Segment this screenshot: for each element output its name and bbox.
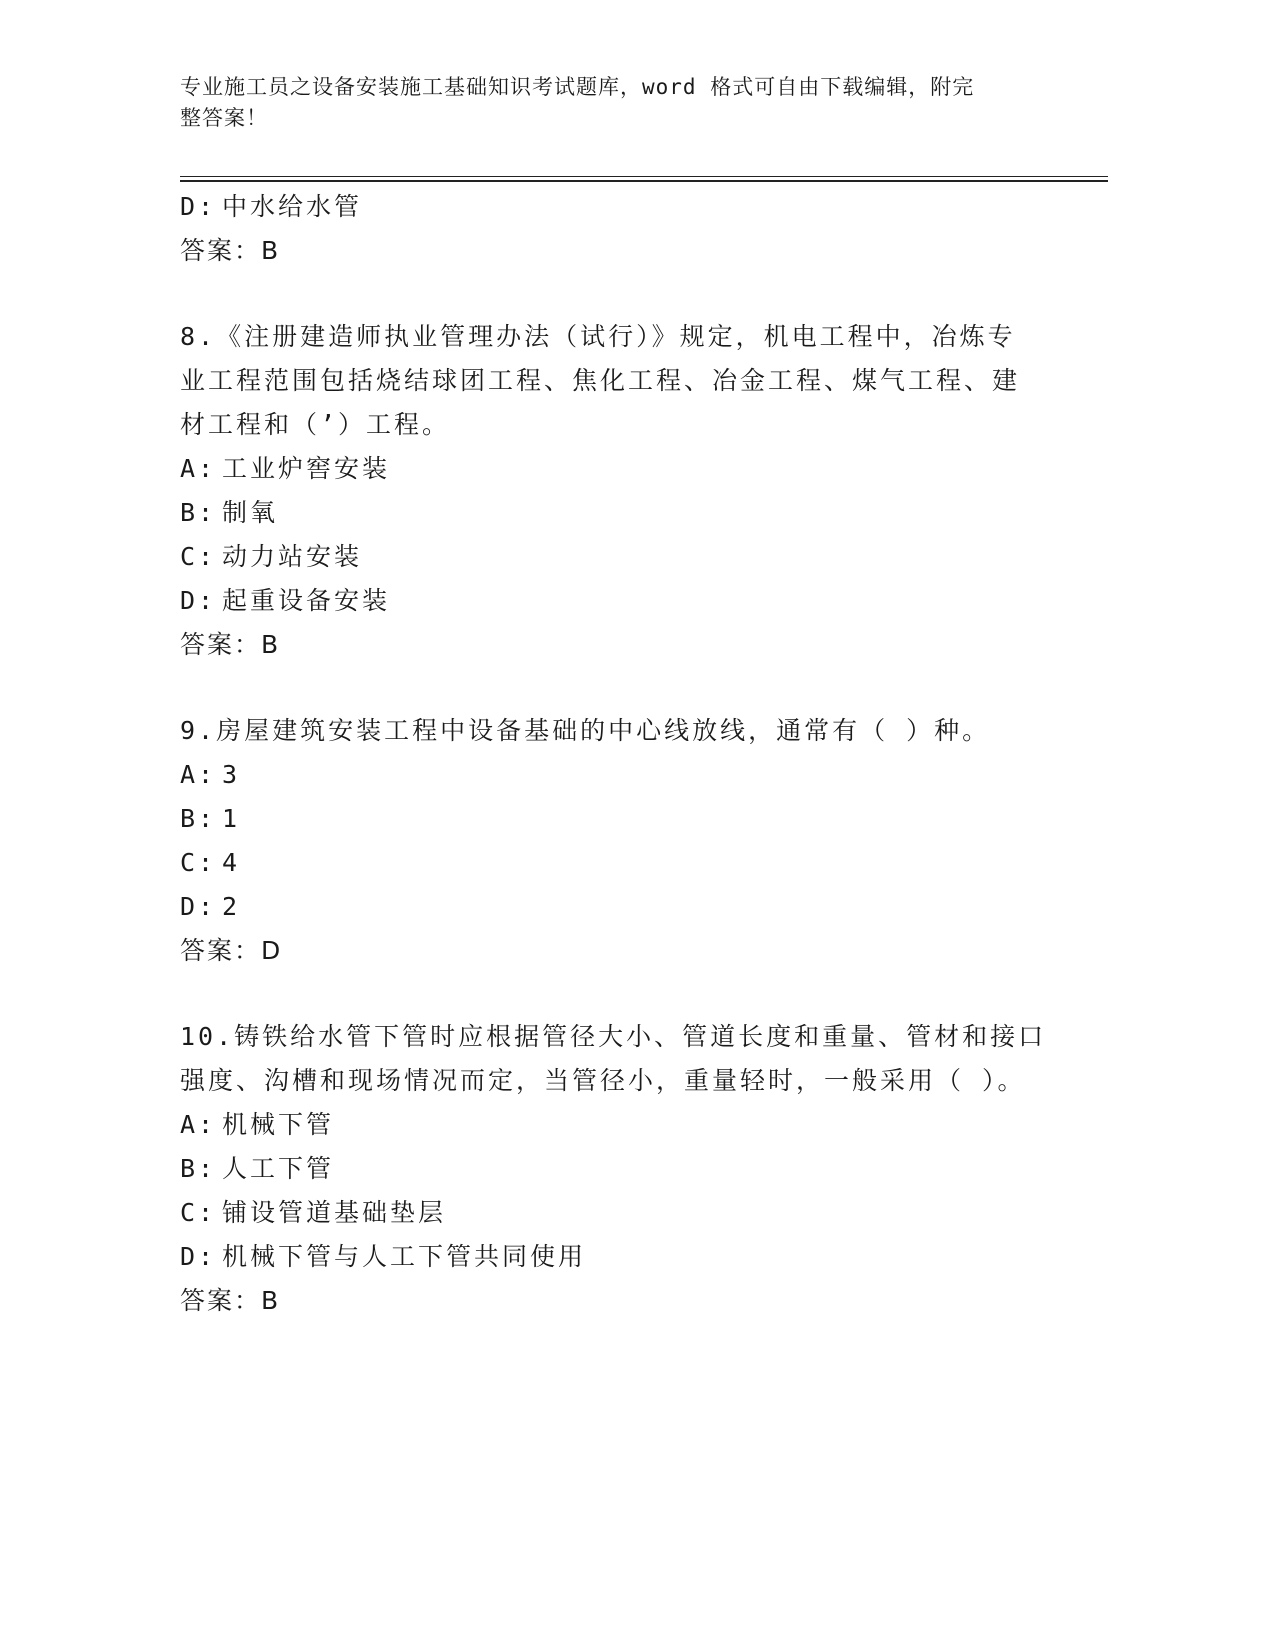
option-d [180,885,1060,929]
question-9 [180,709,1060,973]
header-divider-thick [180,180,1108,182]
option-text: 2 [222,892,241,921]
option-text: 动力站安装 [222,542,363,571]
option-text: 起重设备安装 [222,586,391,615]
question-stem [180,315,1060,447]
option-b [180,797,1060,841]
option-b [180,491,1060,535]
option-a [180,447,1060,491]
header-divider-thin [180,176,1108,177]
option-text: 机械下管 [222,1110,335,1139]
option-a [180,753,1060,797]
option-text: 1 [222,804,241,833]
stem-line: 业工程范围包括烧结球团工程、焦化工程、冶金工程、煤气工程、建 [180,366,1021,395]
option-key: A: [180,760,217,789]
option-d [180,579,1060,623]
option-key: D: [180,1242,217,1271]
option-a [180,1103,1060,1147]
option-text: 4 [222,848,241,877]
option-key: C: [180,848,217,877]
option-text: 人工下管 [222,1154,335,1183]
option-key: D: [180,192,217,221]
question-10 [180,1015,1060,1323]
question-stem [180,709,1060,753]
option-d [180,1235,1060,1279]
option-c [180,535,1060,579]
option-key: D: [180,586,217,615]
document-header [180,72,1040,134]
option-c [180,1191,1060,1235]
option-key: D: [180,892,217,921]
option-c [180,841,1060,885]
option-text: 中水给水管 [222,192,363,221]
option-key: B: [180,498,217,527]
option-key: B: [180,804,217,833]
stem-line: 强度、沟槽和现场情况而定，当管径小，重量轻时，一般采用（ ）。 [180,1066,1026,1095]
option-key: A: [180,454,217,483]
option-text: 工业炉窖安装 [222,454,391,483]
stem-line: 9.房屋建筑安装工程中设备基础的中心线放线，通常有（ ）种。 [180,716,991,745]
header-line-1: 专业施工员之设备安装施工基础知识考试题库，word 格式可自由下载编辑，附完 [180,75,975,99]
option-text: 铺设管道基础垫层 [222,1198,447,1227]
question-list [180,185,1060,1323]
option-key: C: [180,1198,217,1227]
question-7-option-d [180,185,1060,229]
header-line-2: 整答案！ [180,106,268,130]
option-b [180,1147,1060,1191]
option-text: 3 [222,760,241,789]
answer-line: 答案：D [180,936,283,965]
stem-line: 10.铸铁给水管下管时应根据管径大小、管道长度和重量、管材和接口 [180,1022,1047,1051]
stem-line: 8.《注册建造师执业管理办法（试行）》规定，机电工程中，冶炼专 [180,322,1016,351]
option-key: B: [180,1154,217,1183]
option-key: A: [180,1110,217,1139]
question-stem [180,1015,1060,1103]
option-text: 制氧 [222,498,279,527]
option-key: C: [180,542,217,571]
answer-line: 答案：B [180,1286,281,1315]
option-text: 机械下管与人工下管共同使用 [222,1242,587,1271]
stem-line: 材工程和（’）工程。 [180,410,451,439]
answer-line: 答案：B [180,630,281,659]
question-7-answer: 答案：B [180,236,281,265]
question-8 [180,315,1060,667]
